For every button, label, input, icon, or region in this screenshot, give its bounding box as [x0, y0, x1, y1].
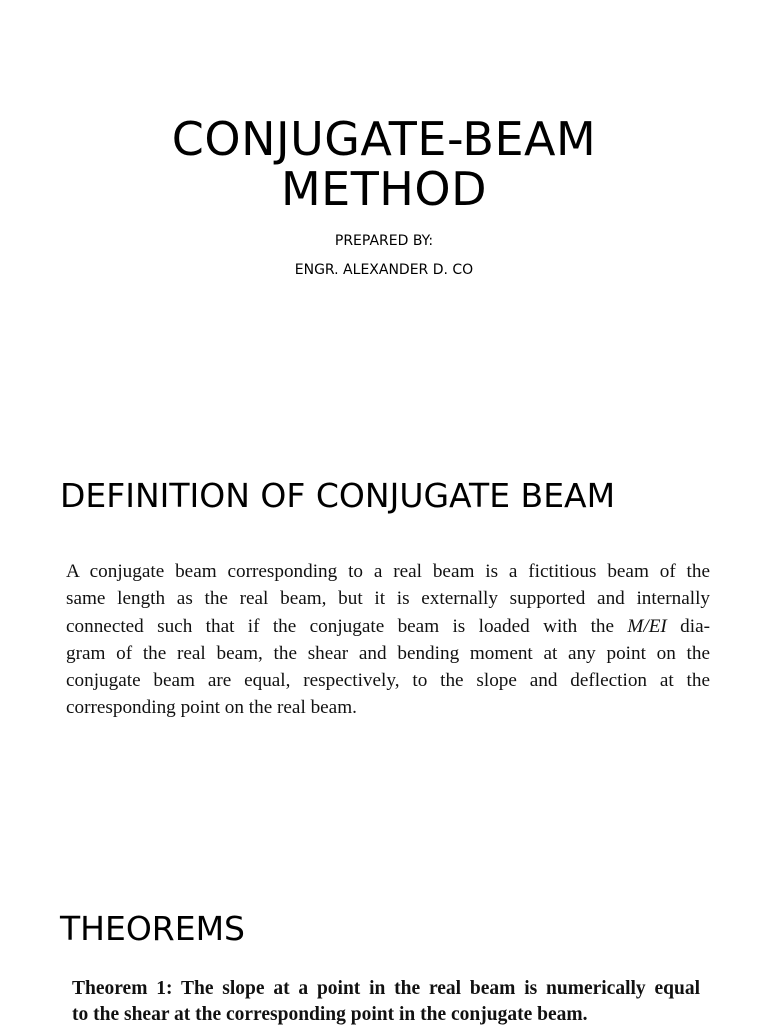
- m-over-ei-symbol: M/EI: [627, 615, 667, 637]
- definition-line: [66, 613, 710, 640]
- slide-title: [0, 114, 768, 214]
- definition-line-text: connected such that if the conjugate beam is loaded with the: [66, 615, 615, 637]
- theorems-heading: THEOREMS: [60, 909, 245, 948]
- author-name: ENGR. ALEXANDER D. CO: [294, 262, 474, 278]
- theorem-line: Theorem 1: The slope at a point in the real beam is numerically equal: [72, 978, 700, 999]
- definition-line: A conjugate beam corresponding to a real beam is a fictitious beam of the: [66, 561, 710, 582]
- theorem-1: [72, 976, 700, 1028]
- definition-line-text: dia-: [680, 615, 711, 637]
- definition-line: same length as the real beam, but it is externally supported and internally: [66, 588, 710, 610]
- definition-paragraph: [66, 558, 710, 722]
- prepared-by-label: PREPARED BY:: [334, 233, 434, 249]
- definition-line: corresponding point on the real beam.: [66, 697, 357, 719]
- title-line-1: CONJUGATE-BEAM: [171, 112, 597, 166]
- definition-heading: DEFINITION OF CONJUGATE BEAM: [60, 476, 616, 515]
- definition-line: gram of the real beam, the shear and bending moment at any point on the: [66, 642, 710, 664]
- definition-line: conjugate beam are equal, respectively, to the slope and deflection at the: [66, 670, 710, 692]
- theorem-line: to the shear at the corresponding point in the conjugate beam.: [72, 1004, 588, 1025]
- title-line-2: METHOD: [280, 162, 488, 216]
